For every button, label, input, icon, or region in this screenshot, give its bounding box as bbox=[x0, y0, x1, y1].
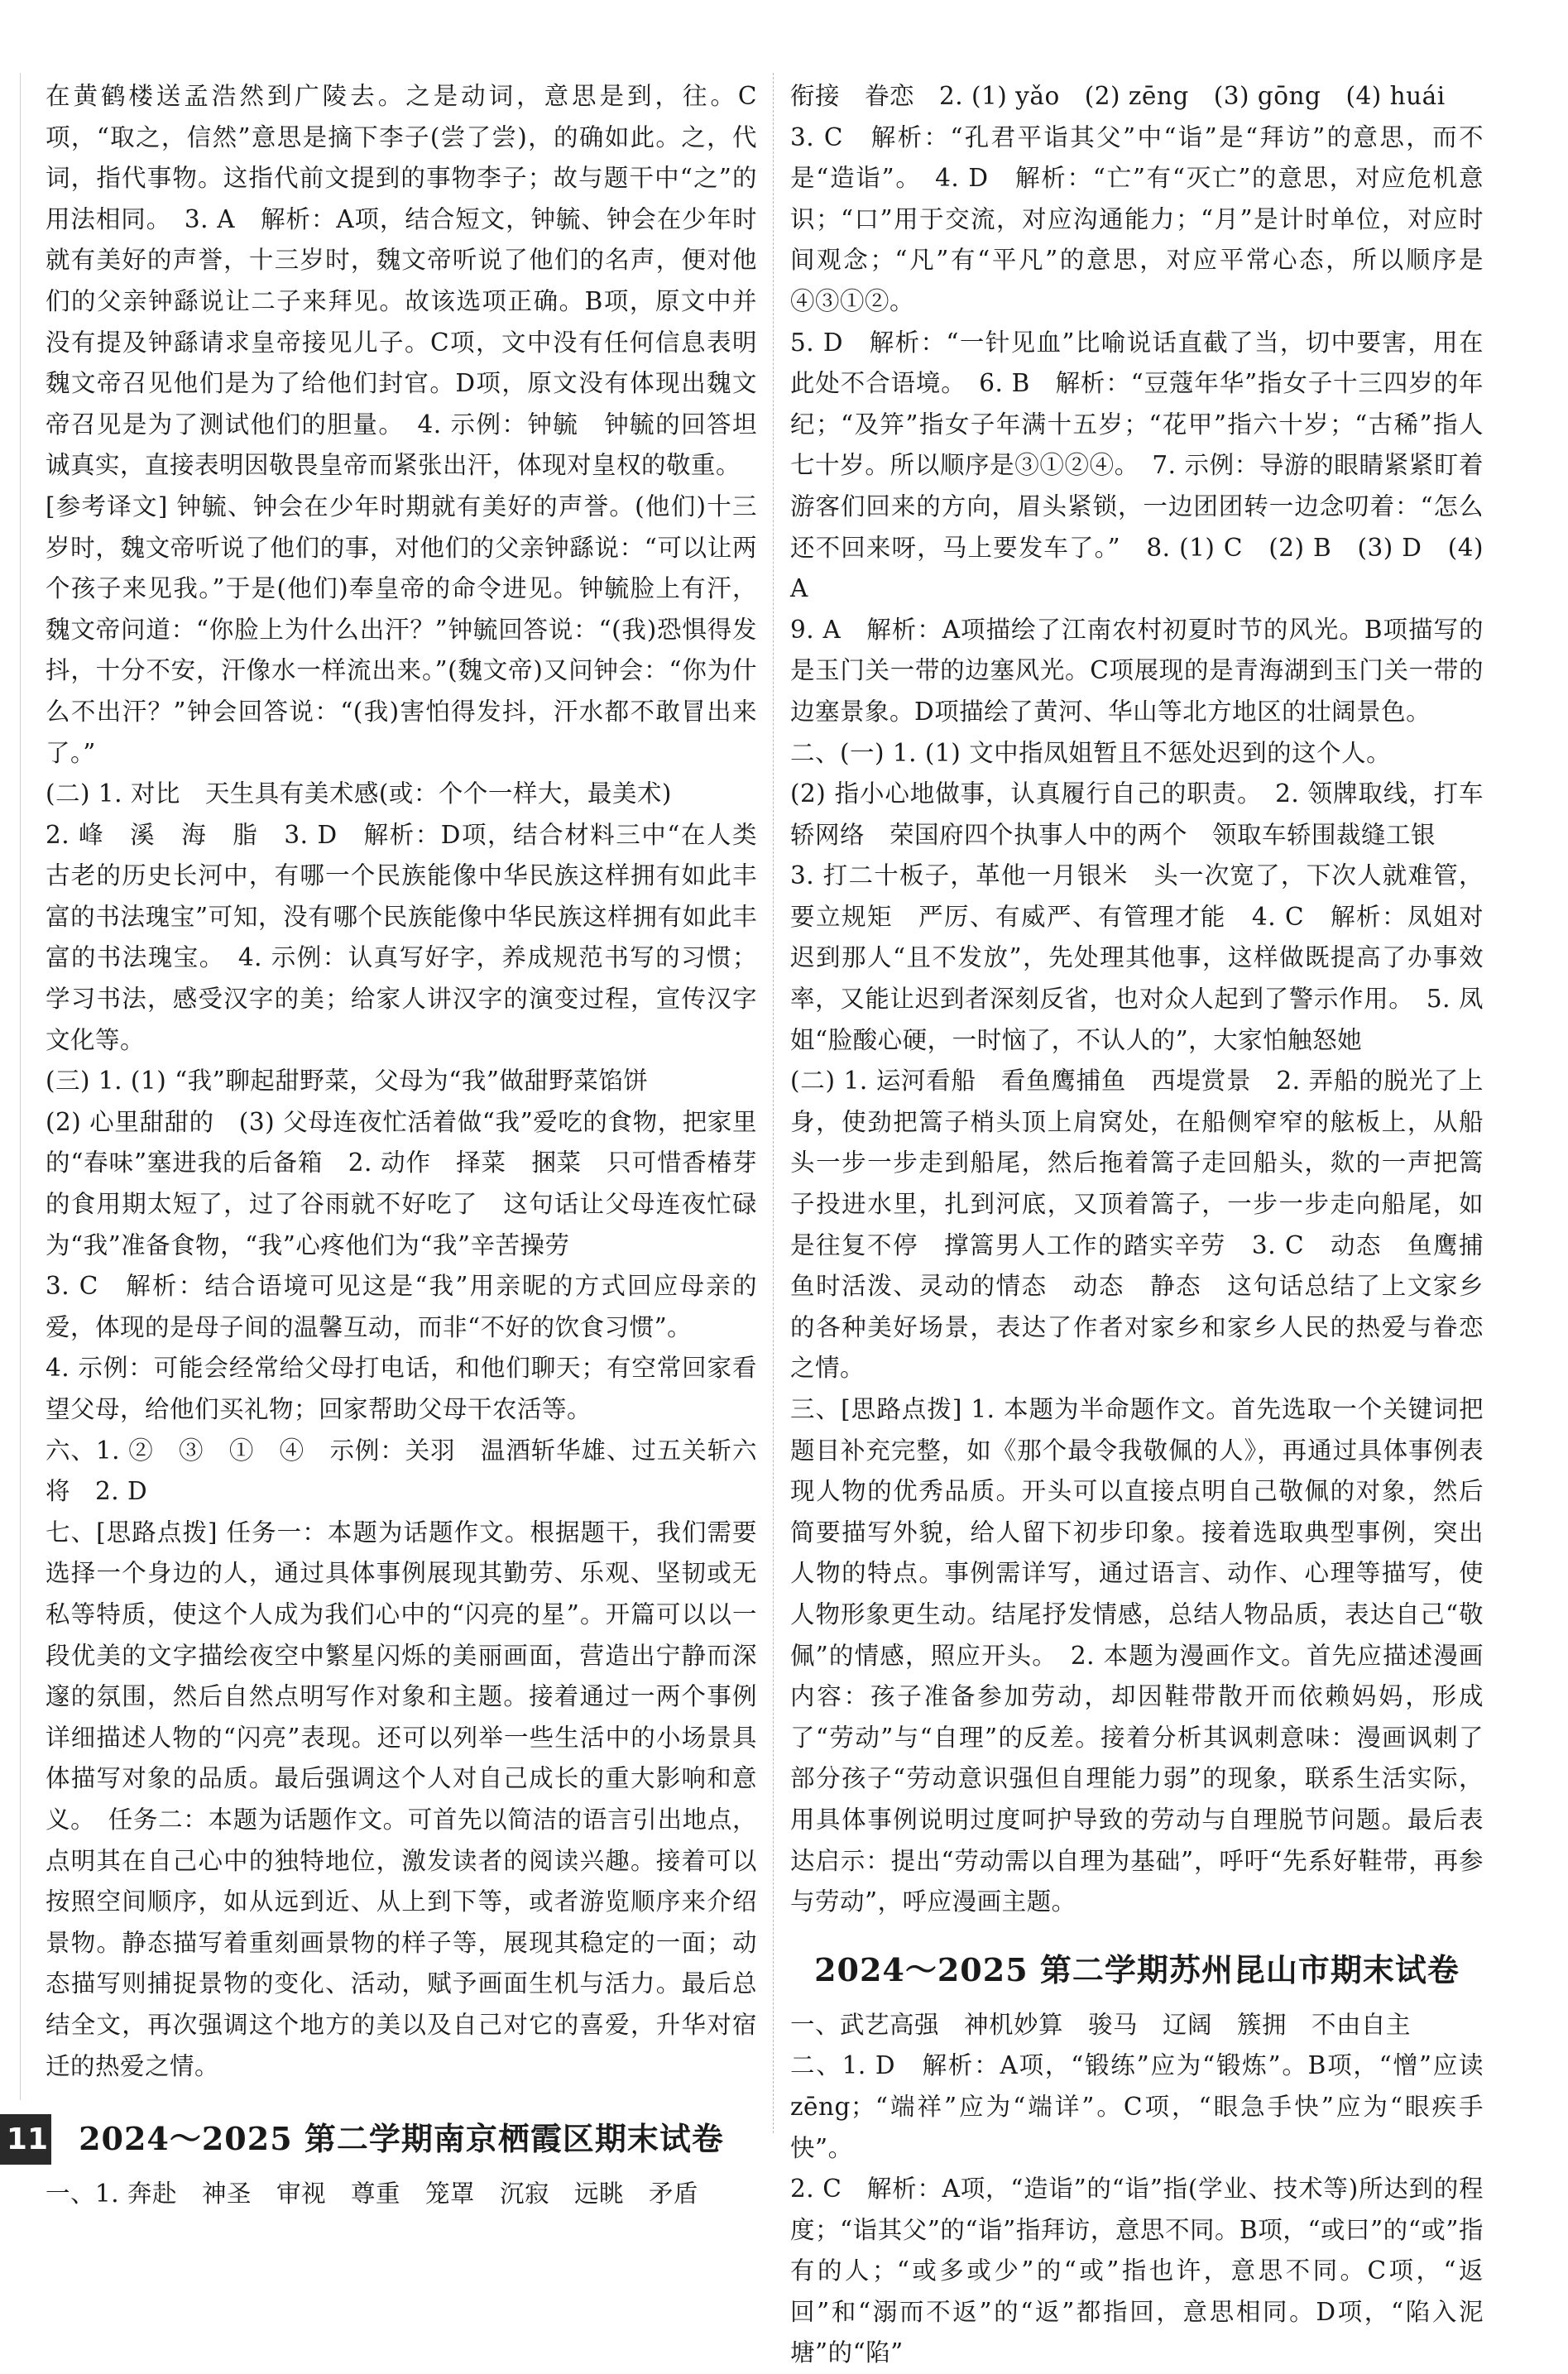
section-heading: 2024～2025 第二学期苏州昆山市期末试卷 bbox=[814, 1950, 1460, 1988]
writing-guidance: 七、[思路点拨] 任务一：本题为话题作文。根据题干，我们需要选择一个身边的人，通过具体事例展现其勤劳、乐观、坚韧或无私等特质，使这个人成为我们心中的“闪亮的星”。开篇可以以一段优美的文字描绘夜空中繁星闪烁的美丽画面，营造出宁静而深邃的氛围，然后自然点明写作对象和主题。接着通过一两个事例详细描述人物的“闪亮”表现。还可以列举一些生活中的小场景具体描写对象的品质。最后强调这个人对自己成长的重大影响和意义。 任务二：本题为话题作文。可首先以简洁的语言引出地点，点明其在自己心中的独特地位，激发读者的阅读兴趣。接着可以按照空间顺序，如从远到近、从上到下等，或者游览顺序来介绍景物。静态描写着重刻画景物的样子等，展现其稳定的一面；动态描写则捕捉景物的变化、活动，赋予画面生机与活力。最后总结全文，再次强调这个地方的美以及自己对它的喜爱，升华对宿迁的热爱之情。 bbox=[46, 1518, 757, 2080]
answer-paragraph: 3. C 解析：结合语境可见这是“我”用亲昵的方式回应母亲的爱，体现的是母子间的温馨互动，而非“不好的饮食习惯”。 bbox=[46, 1272, 757, 1341]
answer-paragraph: (2) 指小心地做事，认真履行自己的职责。 2. 领牌取线，打车轿网络 荣国府四个执事人中的两个 领取车轿围裁缝工银 bbox=[790, 779, 1484, 849]
margin-rule bbox=[20, 73, 21, 2100]
answer-paragraph: 2. 峰 溪 海 脂 3. D 解析：D项，结合材料三中“在人类古老的历史长河中，有哪一个民族能像中华民族这样拥有如此丰富的书法瑰宝”可知，没有哪个民族能像中华民族这样拥有如此丰富的书法瑰宝。 4. 示例：认真写好字，养成规范书写的习惯；学习书法，感受汉字的美；给家人讲汉字的演变过程，宣传汉字文化等。 bbox=[46, 820, 757, 1054]
answer-paragraph: (2) 心里甜甜的 (3) 父母连夜忙活着做“我”爱吃的食物，把家里的“春味”塞进我的后备箱 2. 动作 择菜 捆菜 只可惜香椿芽的食用期太短了，过了谷雨就不好吃了 这句话让父母连夜忙碌为“我”准备食物，“我”心疼他们为“我”辛苦操劳 bbox=[46, 1107, 757, 1259]
answer-paragraph: 在黄鹤楼送孟浩然到广陵去。之是动词，意思是到，往。C项，“取之，信然”意思是摘下李子(尝了尝)，的确如此。之，代词，指代事物。这指代前文提到的事物李子；故与题干中“之”的用法相同。 3. A 解析：A项，结合短文，钟毓、钟会在少年时就有美好的声誉，十三岁时，魏文帝听说了他们的名声，便对他们的父亲钟繇说让二子来拜见。故该选项正确。B项，原文中并没有提及钟繇请求皇帝接见儿子。C项，文中没有任何信息表明魏文帝召见他们是为了给他们封官。D项，原文没有体现出魏文帝召见是为了测试他们的胆量。 4. 示例：钟毓 钟毓的回答坦诚真实，直接表明因敬畏皇帝而紧张出汗，体现对皇权的敬重。 bbox=[46, 82, 757, 480]
section-heading: 2024～2025 第二学期南京栖霞区期末试卷 bbox=[79, 2120, 724, 2158]
writing-guidance: 三、[思路点拨] 1. 本题为半命题作文。首先选取一个关键词把题目补充完整，如《那个最令我敬佩的人》，再通过具体事例表现人物的优秀品质。开头可以直接点明自己敬佩的对象，然后简要描写外貌，给人留下初步印象。接着选取典型事例，突出人物的特点。事例需详写，通过语言、动作、心理等描写，使人物形象更生动。结尾抒发情感，总结人物品质，表达自己“敬佩”的情感，照应开头。 2. 本题为漫画作文。首先应描述漫画内容：孩子准备参加劳动，却因鞋带散开而依赖妈妈，形成了“劳动”与“自理”的反差。接着分析其讽刺意味：漫画讽刺了部分孩子“劳动意识强但自理能力弱”的现象，联系生活实际，用具体事例说明过度呵护导致的劳动与自理脱节问题。最后表达启示：提出“劳动需以自理为基础”，呼吁“先系好鞋带，再参与劳动”，呼应漫画主题。 bbox=[790, 1395, 1484, 1916]
reference-translation: [参考译文] 钟毓、钟会在少年时期就有美好的声誉。(他们)十三岁时，魏文帝听说了他们的事，对他们的父亲钟繇说：“可以让两个孩子来见我。”于是(他们)奉皇帝的命令进见。钟毓脸上有汗，魏文帝问道：“你脸上为什么出汗？”钟毓回答说：“(我)恐惧得发抖，十分不安，汗像水一样流出来。”(魏文帝)又问钟会：“你为什么不出汗？”钟会回答说：“(我)害怕得发抖，汗水都不敢冒出来了。” bbox=[46, 492, 757, 767]
answer-paragraph: 3. C 解析：“孔君平诣其父”中“诣”是“拜访”的意思，而不是“造诣”。 4. D 解析：“亡”有“灭亡”的意思，对应危机意识；“口”用于交流，对应沟通能力；“月”是计时单位，对应时间观念；“凡”有“平凡”的意思，对应平常心态，所以顺序是④③①②。 bbox=[790, 122, 1484, 315]
answer-paragraph: 4. 示例：可能会经常给父母打电话，和他们聊天；有空常回家看望父母，给他们买礼物；回家帮助父母干农活等。 bbox=[46, 1354, 757, 1423]
answer-paragraph: 二、(一) 1. (1) 文中指凤姐暂且不惩处迟到的这个人。 bbox=[790, 738, 1392, 767]
left-column bbox=[46, 76, 757, 2215]
answer-paragraph: (三) 1. (1) “我”聊起甜野菜，父母为“我”做甜野菜馅饼 bbox=[46, 1067, 649, 1096]
answer-paragraph: (二) 1. 运河看船 看鱼鹰捕鱼 西堤赏景 2. 弄船的脱光了上身，使劲把篙子梢头顶上肩窝处，在船侧窄窄的舷板上，从船头一步一步走到船尾，然后拖着篙子走回船头，欻的一声把篙子投进水里，扎到河底，又顶着篙子，一步一步走向船尾，如是往复不停 撑篙男人工作的踏实辛劳 3. C 动态 鱼鹰捕鱼时活泼、灵动的情态 动态 静态 这句话总结了上文家乡的各种美好场景，表达了作者对家乡和家乡人民的热爱与眷恋之情。 bbox=[790, 1067, 1484, 1383]
column-divider bbox=[773, 73, 774, 2133]
answer-paragraph: 一、武艺高强 神机妙算 骏马 辽阔 簇拥 不由自主 bbox=[790, 2010, 1412, 2039]
answer-paragraph: 一、1. 奔赴 神圣 审视 尊重 笼罩 沉寂 远眺 矛盾 bbox=[46, 2180, 699, 2209]
answer-paragraph: 衔接 眷恋 2. (1) yǎo (2) zēng (3) gōng (4) huái bbox=[790, 82, 1446, 110]
answer-paragraph: 二、1. D 解析：A项，“锻练”应为“锻炼”。B项，“憎”应读 zēng；“端祥”应为“端详”。C项，“眼急手快”应为“眼疾手快”。 bbox=[790, 2051, 1484, 2162]
answer-paragraph: (二) 1. 对比 天生具有美术感(或：个个一样大，最美术) bbox=[46, 779, 672, 808]
answer-paragraph: 2. C 解析：A项，“造诣”的“诣”指(学业、技术等)所达到的程度；“诣其父”的“诣”指拜访，意思不同。B项，“或曰”的“或”指有的人；“或多或少”的“或”指也许，意思不同。C项，“返回”和“溺而不返”的“返”都指回，意思相同。D项，“陷入泥塘”的“陷” bbox=[790, 2175, 1484, 2367]
right-column bbox=[790, 76, 1484, 2374]
page-number: 11 bbox=[0, 2114, 51, 2165]
answer-paragraph: 9. A 解析：A项描绘了江南农村初夏时节的风光。B项描写的是玉门关一带的边塞风光。C项展现的是青海湖到玉门关一带的边塞景象。D项描绘了黄河、华山等北方地区的壮阔景色。 bbox=[790, 615, 1484, 726]
answer-paragraph: 3. 打二十板子，革他一月银米 头一次宽了，下次人就难管，要立规矩 严厉、有威严、有管理才能 4. C 解析：凤姐对迟到那人“且不发放”，先处理其他事，这样做既提高了办事效率，又能让迟到者深刻反省，也对众人起到了警示作用。 5. 凤姐“脸酸心硬，一时恼了，不认人的”，大家怕触怒她 bbox=[790, 861, 1484, 1054]
answer-paragraph: 六、1. ② ③ ① ④ 示例：关羽 温酒斩华雄、过五关斩六将 2. D bbox=[46, 1436, 757, 1506]
answer-paragraph: 5. D 解析：“一针见血”比喻说话直截了当，切中要害，用在此处不合语境。 6. B 解析：“豆蔻年华”指女子十三四岁的年纪；“及笄”指女子年满十五岁；“花甲”指六十岁；“古稀”指人七十岁。所以顺序是③①②④。 7. 示例：导游的眼睛紧紧盯着游客们回来的方向，眉头紧锁，一边团团转一边念叨着：“怎么还不回来呀，马上要发车了。” 8. (1) C (2) B (3) D (4) A bbox=[790, 328, 1484, 603]
